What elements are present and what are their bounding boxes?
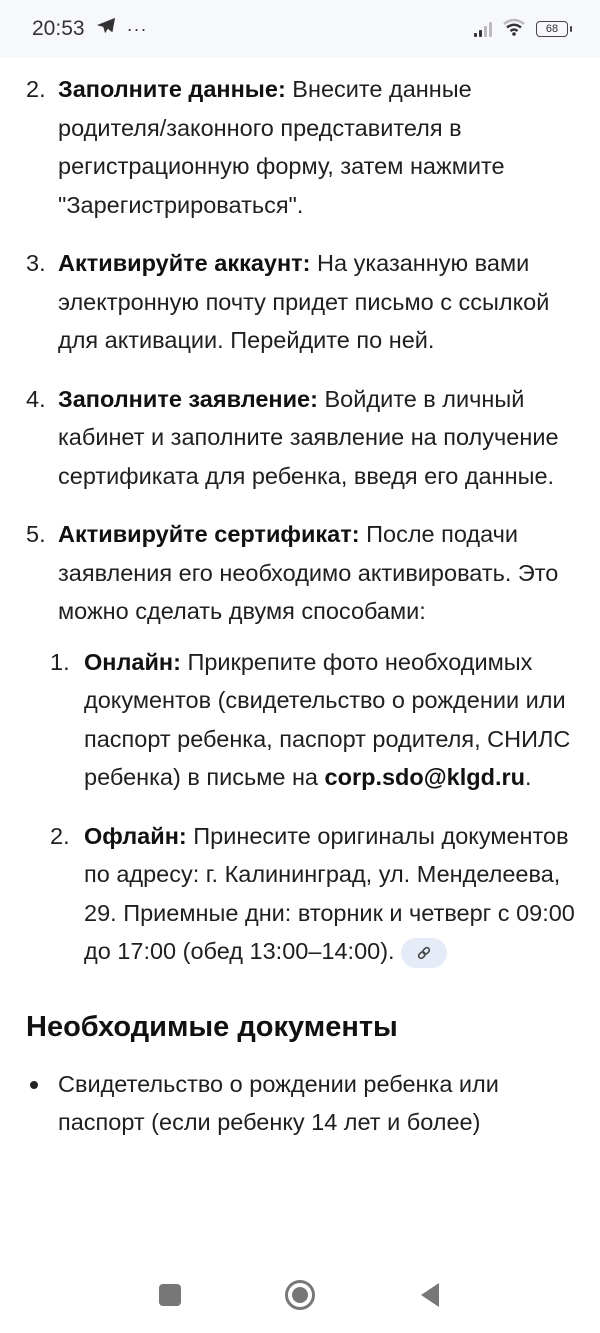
cellular-signal-icon xyxy=(474,21,492,37)
step-number: 3. xyxy=(26,250,46,276)
battery-level: 68 xyxy=(545,23,559,35)
step-item xyxy=(0,70,600,224)
substep-title: Онлайн: xyxy=(84,648,181,675)
bullet-dot xyxy=(30,1081,38,1089)
link-icon xyxy=(416,945,432,961)
step-text: Войдите в личный кабинет и заполните заявление на получение сертификата для ребенка, введя его данные. xyxy=(58,385,559,489)
bullet-item xyxy=(0,1065,600,1142)
article-content xyxy=(0,58,600,1142)
punctuation: . xyxy=(525,764,532,790)
substep-item xyxy=(0,643,600,797)
telegram-icon xyxy=(95,16,117,42)
status-bar xyxy=(0,0,600,58)
back-button[interactable] xyxy=(410,1275,450,1315)
step-text: Внесите данные родителя/законного представителя в регистрационную форму, затем нажмите "Зарегистрироваться". xyxy=(58,76,505,218)
battery-indicator xyxy=(536,21,568,37)
step-title: Заполните заявление: xyxy=(58,385,318,412)
substep-title: Офлайн: xyxy=(84,822,187,849)
wifi-icon xyxy=(502,18,526,41)
step-number: 4. xyxy=(26,385,46,412)
recents-button[interactable] xyxy=(150,1275,190,1315)
step-item xyxy=(0,380,600,496)
bullet-text: Свидетельство о рождении ребенка или паспорт (если ребенку 14 лет и более) xyxy=(58,1070,499,1135)
square-icon xyxy=(159,1284,181,1306)
step-item xyxy=(0,244,600,360)
step-item xyxy=(0,515,600,631)
substep-text: Прикрепите фото необходимых документов (свидетельство о рождении или паспорт ребенка, паспорт родителя, СНИЛС ребенка) в письме на xyxy=(84,648,571,790)
step-number: 2. xyxy=(26,76,46,102)
navigation-bar xyxy=(0,1263,600,1333)
step-text: На указанную вами электронную почту придет письмо с ссылкой для активации. Перейдите по ней. xyxy=(58,250,550,353)
substep-item xyxy=(0,817,600,971)
clock: 20:53 xyxy=(32,17,85,40)
substep-text: Принесите оригиналы документов по адресу: г. Калининград, ул. Менделеева, 29. Приемные дни: вторник и четверг с 09:00 до 17:00 (обед 13:00–14:00). xyxy=(84,822,575,964)
step-number: 5. xyxy=(26,521,46,547)
substep-number: 2. xyxy=(50,822,70,849)
circle-icon xyxy=(285,1280,315,1310)
step-title: Активируйте аккаунт: xyxy=(58,250,311,276)
step-title: Активируйте сертификат: xyxy=(58,521,360,547)
back-triangle-icon xyxy=(419,1282,441,1308)
substep-number: 1. xyxy=(50,648,70,675)
email-link[interactable]: corp.sdo@klgd.ru xyxy=(324,764,526,790)
step-title: Заполните данные: xyxy=(58,76,286,102)
step-text: После подачи заявления его необходимо активировать. Это можно сделать двумя способами: xyxy=(58,521,559,624)
source-link-chip[interactable] xyxy=(401,938,447,968)
home-button[interactable] xyxy=(280,1275,320,1315)
section-heading: Необходимые документы xyxy=(26,1010,398,1043)
more-dots-icon: ··· xyxy=(126,18,148,39)
